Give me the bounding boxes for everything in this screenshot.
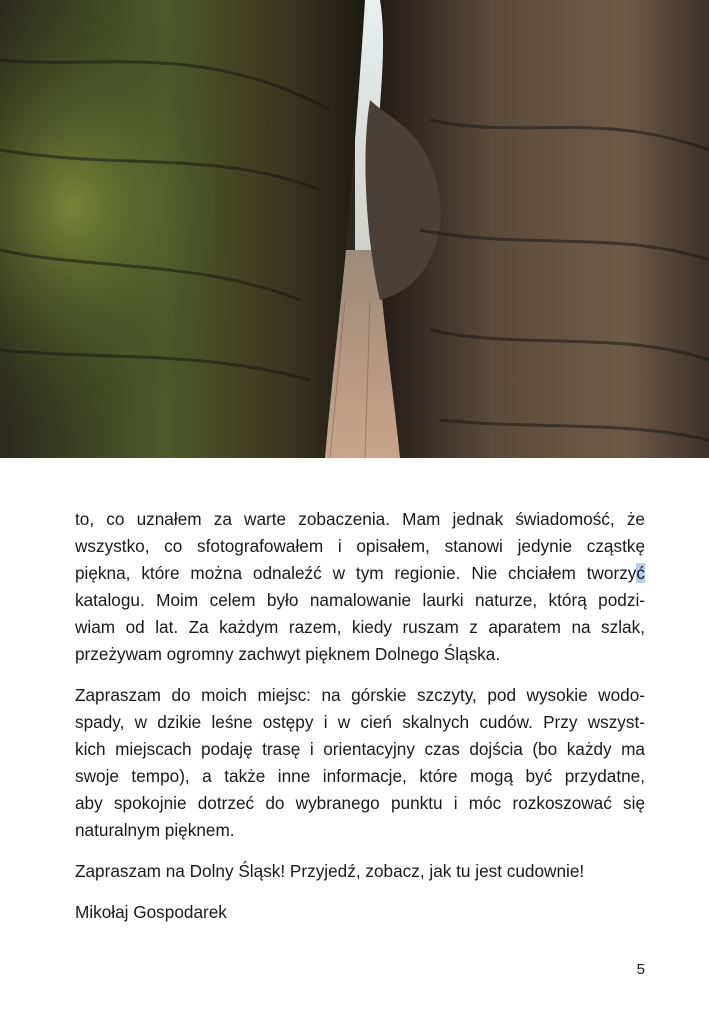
line-text: piękna, które można odnaleźć w tym regionie. Nie chciałem tworzy	[75, 563, 637, 583]
paragraph-2	[75, 682, 645, 844]
line: Zapraszam do moich miejsc: na górskie szczyty, pod wysokie wodo-	[75, 685, 645, 705]
line	[75, 560, 645, 587]
paragraph-1	[75, 506, 645, 668]
rock-canyon-photo	[0, 0, 709, 458]
line: katalogu. Moim celem było namalowanie laurki naturze, którą podzi-	[75, 590, 645, 610]
line: swoje tempo), a także inne informacje, które mogą być przydatne,	[75, 766, 645, 786]
line: przeżywam ogromny zachwyt pięknem Dolnego Śląska.	[75, 644, 501, 664]
line: spady, w dzikie leśne ostępy i w cień skalnych cudów. Przy wszyst-	[75, 712, 645, 732]
author-signature: Mikołaj Gospodarek	[75, 902, 227, 922]
line: wszystko, co sfotografowałem i opisałem, stanowi jedynie cząstkę	[75, 536, 645, 556]
line: wiam od lat. Za każdym razem, kiedy ruszam z aparatem na szlak,	[75, 617, 645, 637]
line: to, co uznałem za warte zobaczenia. Mam jednak świadomość, że	[75, 509, 645, 529]
paragraph-3: Zapraszam na Dolny Śląsk! Przyjedź, zobacz, jak tu jest cudownie!	[75, 861, 585, 881]
line: kich miejscach podaję trasę i orientacyjny czas dojścia (bo każdy ma	[75, 739, 645, 759]
page-number: 5	[636, 961, 645, 978]
line: naturalnym pięknem.	[75, 820, 235, 840]
text-selection[interactable]: ć	[636, 563, 645, 583]
line: aby spokojnie dotrzeć do wybranego punktu i móc rozkoszować się	[75, 793, 645, 813]
body-text	[75, 506, 645, 940]
